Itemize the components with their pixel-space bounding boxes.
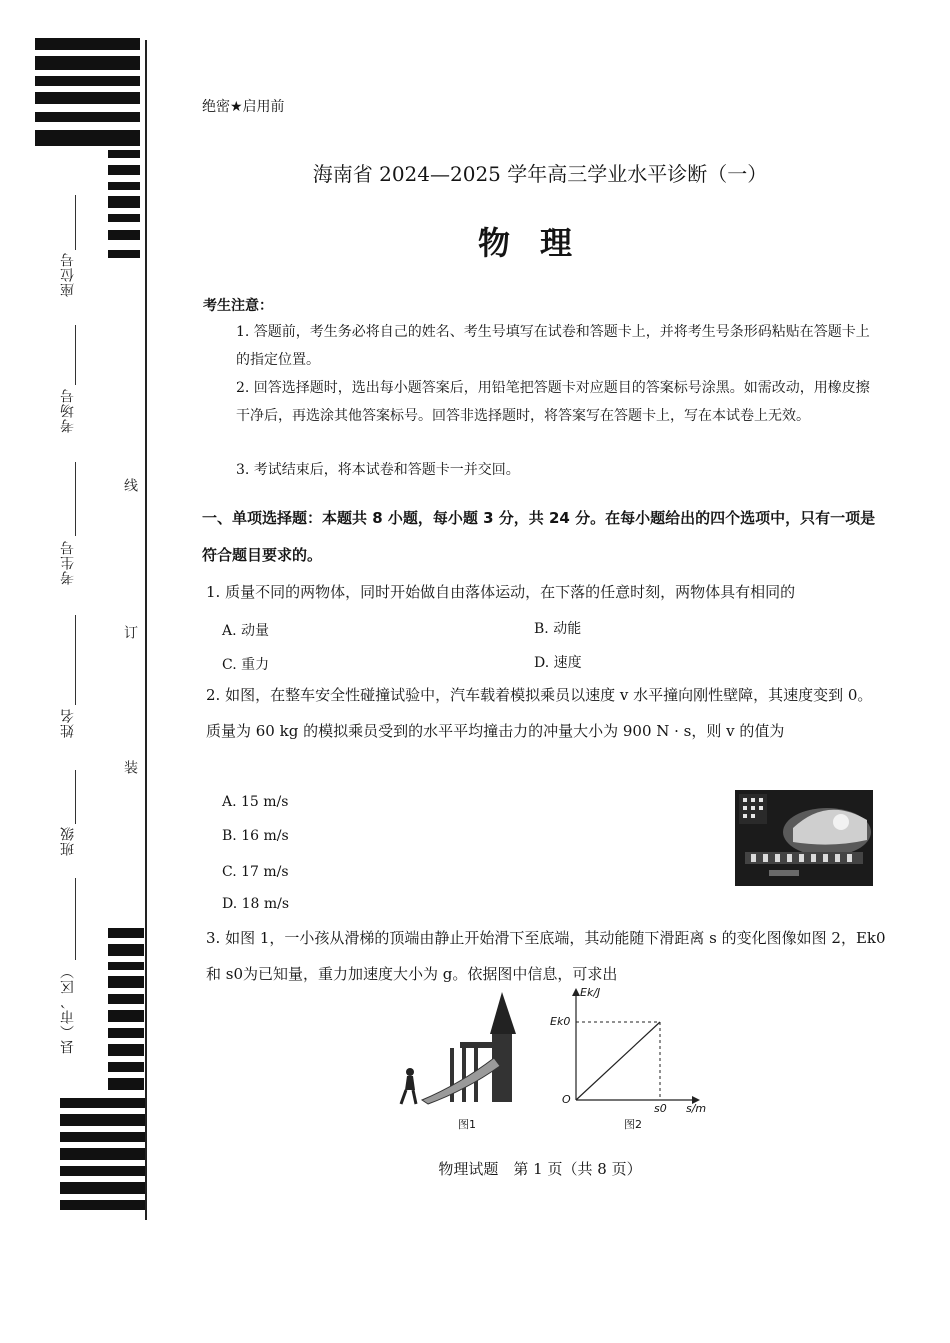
binding-line bbox=[145, 40, 147, 1220]
exam-no-label: 考生号 bbox=[60, 540, 76, 585]
name-label: 姓名 bbox=[60, 708, 76, 738]
margin-stripe bbox=[60, 1182, 145, 1194]
margin-stripe bbox=[108, 944, 144, 956]
slide-figure bbox=[390, 992, 525, 1110]
margin-stripe bbox=[35, 38, 140, 50]
notice-item: 1. 答题前，考生务必将自己的姓名、考生号填写在试卷和答题卡上，并将考生号条形码粘贴在答题卡上的指定位置。 bbox=[236, 324, 870, 368]
margin-stripe bbox=[35, 130, 140, 146]
binding-mark-staple: 订 bbox=[122, 625, 138, 639]
notice-title: 考生注意： bbox=[203, 298, 273, 314]
question-1-stem: 1. 质量不同的两物体，同时开始做自由落体运动，在下落的任意时刻，两物体具有相同的 bbox=[206, 583, 796, 601]
q1-option-a: A. 动量 bbox=[222, 623, 270, 639]
margin-stripe bbox=[108, 1062, 144, 1072]
county-blank bbox=[75, 878, 76, 960]
margin-stripe bbox=[108, 928, 144, 938]
figure-2-caption: 图2 bbox=[624, 1118, 642, 1131]
y-axis-label: Ek/J bbox=[580, 986, 601, 999]
margin-stripe bbox=[108, 1044, 144, 1056]
q2-option-a: A. 15 m/s bbox=[222, 794, 289, 810]
q2-option-b: B. 16 m/s bbox=[222, 828, 289, 844]
margin-stripe bbox=[108, 1078, 144, 1090]
seat-label: 座位号 bbox=[60, 252, 76, 297]
ek-s-graph bbox=[548, 982, 708, 1114]
origin-label: O bbox=[562, 1093, 571, 1106]
ek-line bbox=[576, 1022, 660, 1100]
q2-option-d: D. 18 m/s bbox=[222, 896, 290, 912]
margin-stripe bbox=[108, 1028, 144, 1038]
question-2-stem: 2. 如图，在整车安全性碰撞试验中，汽车载着模拟乘员以速度 v 水平撞向刚性壁障，其速度变到 0。质量为 60 kg 的模拟乘员受到的水平平均撞击力的冲量大小为 900 N · s，则 v 的值为 bbox=[206, 686, 873, 740]
q1-option-d: D. 速度 bbox=[534, 655, 582, 671]
margin-stripe bbox=[108, 976, 144, 988]
figure-1-caption: 图1 bbox=[458, 1118, 476, 1131]
class-blank bbox=[75, 770, 76, 824]
q2-option-c: C. 17 m/s bbox=[222, 864, 289, 880]
notice-item: 2. 回答选择题时，选出每小题答案后，用铅笔把答题卡对应题目的答案标号涂黑。如需改动，用橡皮擦干净后，再选涂其他答案标号。回答非选择题时，将答案写在答题卡上，写在本试卷上无效。 bbox=[236, 380, 870, 424]
margin-stripe bbox=[60, 1132, 145, 1142]
question-3-stem: 3. 如图 1，一小孩从滑梯的顶端由静止开始滑下至底端，其动能随下滑距离 s 的变化图像如图 2，Ek0和 s0为已知量，重力加速度大小为 g。依据图中信息，可求出 bbox=[206, 929, 886, 983]
binding-mark-bind: 装 bbox=[122, 760, 138, 774]
margin-stripe bbox=[108, 962, 144, 970]
county-label: 县（市、区） bbox=[60, 964, 76, 1054]
notice-item: 3. 考试结束后，将本试卷和答题卡一并交回。 bbox=[236, 462, 520, 478]
exam-title: 海南省 2024—2025 学年高三学业水平诊断（一） bbox=[312, 162, 768, 186]
name-blank bbox=[75, 615, 76, 705]
margin-stripe bbox=[35, 112, 140, 122]
margin-stripe bbox=[60, 1200, 145, 1210]
margin-stripe bbox=[35, 56, 140, 70]
exam-room-label: 考场号 bbox=[60, 388, 76, 433]
margin-stripe bbox=[108, 150, 140, 158]
q1-option-c: C. 重力 bbox=[222, 657, 270, 673]
ek0-mark: Ek0 bbox=[550, 1015, 571, 1028]
s0-mark: s0 bbox=[654, 1102, 667, 1115]
margin-stripe bbox=[35, 76, 140, 86]
margin-stripe bbox=[108, 1010, 144, 1022]
margin-stripe bbox=[35, 92, 140, 104]
x-axis-label: s/m bbox=[686, 1102, 707, 1115]
margin-stripe bbox=[108, 196, 140, 208]
binding-mark-line: 线 bbox=[122, 478, 138, 492]
margin-stripe bbox=[60, 1098, 145, 1108]
margin-stripe bbox=[108, 994, 144, 1004]
page-footer: 物理试题 第 1 页（共 8 页） bbox=[438, 1160, 642, 1178]
margin-stripe bbox=[60, 1114, 145, 1126]
exam-no-blank bbox=[75, 462, 76, 536]
class-label: 班级 bbox=[60, 826, 76, 856]
q1-option-b: B. 动能 bbox=[534, 621, 582, 637]
crash-test-photo bbox=[735, 790, 873, 886]
subject-title: 物理 bbox=[477, 224, 602, 262]
confidential-mark: 绝密★启用前 bbox=[202, 99, 285, 115]
exam-room-blank bbox=[75, 325, 76, 385]
section-heading: 一、单项选择题：本题共 8 小题，每小题 3 分，共 24 分。在每小题给出的四个选项中，只有一项是符合题目要求的。 bbox=[202, 509, 876, 564]
